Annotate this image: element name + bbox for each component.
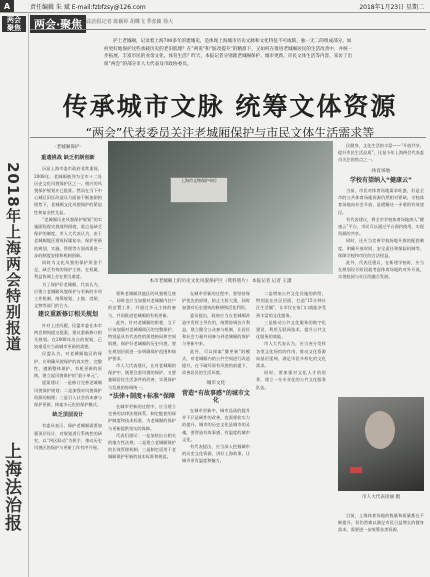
col1-para: 民盟认为，对老城厢地区的保护，应明确风貌保护的真实性、完整性，遵循整体保护、有机更新的原则，建立起风貌保护的“最小单元”。 — [34, 351, 102, 379]
photo-deputy — [338, 397, 424, 491]
column-2 — [108, 290, 176, 461]
section-logo — [2, 16, 26, 32]
intro-paragraph: 护上老城厢，记录着上海700多年的建城史，是体现上海城市历史文脉和文化特征不可或缺、独一无二的组成部分。如何更好地保护这些承载历史的老旧肌理？在“两说”和“脏改提升”的精准下，又如何在推进老城厢居民的生活改善中，并统一步拓展，丰富市民的业余文化、体育生活？昨天，本报记者分别就老城厢保护、城市更新、市民文体生活等内容，采访了出席“两会”的部分市人大代表及市政协委员。 — [104, 39, 353, 67]
col5-heading: 学校有望纳入“健康云” — [350, 176, 412, 184]
col3-label: ·城市文化· — [205, 381, 227, 387]
col3-para: 委员提出，政府应当在老城厢改造中发挥主导作用，统筹协调各方利益，建立健全公众参与机制，让居民和社会力量共同参与到老城厢的保护与更新中来。 — [182, 312, 250, 347]
col3-heading: 营造“有故事感”的城市文化 — [182, 389, 250, 404]
headline: 传承城市文脉 统筹文体资源 — [62, 92, 398, 121]
photo-old-city-caption: 本市老城厢上的历史文化风貌保护区（资料照片） 本报记者 记者 王潇 — [149, 279, 292, 284]
col3-para: 此外，可以探索“微更新”的模式，对老城厢内的公共空间进行改造提升，在不破坏原有风貌的前提下，改善居民的生活环境。 — [182, 348, 250, 376]
editors-line: 责任编辑 朱 斌 E-mail:fzbfzsy@126.com — [30, 3, 146, 11]
issue-date: 2018年1月23日 星期二 — [359, 3, 424, 11]
top-bar — [0, 0, 430, 13]
col5-para: 目前，上海体育场地的数量和质量都在不断提升，但仍然难以满足市民日益增长的健身需求，需要进一步统筹各类资源。 — [338, 513, 424, 533]
col1-para: 同时为文化风貌的保护资金不足，缺乏有效的保护主体，在权属、利益协调上存在相当难度。 — [34, 260, 102, 280]
col5-label: ·体育场地· — [370, 168, 392, 174]
col5-para: 民健身，文化生活的丰富——“开放共享，提升市民生活品质”，这是今年上海两会代表委员关注的焦点之一。 — [338, 143, 424, 163]
section-logo-top: 两会 — [7, 16, 21, 24]
col2-para: 市人大代表建议，在对老城厢的保护中，既要注重风貌的保护，又要兼顾居民生活条件的改善，实现保护与发展的协调统一。 — [108, 363, 176, 390]
column-5-bottom — [338, 512, 424, 534]
column-4 — [256, 290, 326, 391]
heritage-sign: 上海市文物保护单位 — [170, 177, 228, 203]
col3-para: 在城市更新中，城市品质的提升并不只是硬件的改善，也需要软实力的提升。城市的历史文化是城市的灵魂，要营造有故事感、有温度的城市文化。 — [182, 408, 250, 442]
col4-para: 三是推动公共文化服务的数字化建设，利用互联网技术，提升公共文化服务的效能。 — [256, 319, 326, 340]
left-spine — [0, 12, 29, 577]
section-logo-bottom: 聚焦 — [7, 24, 21, 32]
col2-para: 代表们建议：一是加快出台相关的地方性法规；二是建立老城厢保护的长效管理机制；三是制定适用于老城厢保护更新的技术标准和规范。 — [108, 432, 176, 460]
subheadline: “两会”代表委员关注老城厢保护与市民文体生活需求等 — [85, 126, 375, 140]
col1-para: 为了保护好老城厢，代表认为，应建立老城厢风貌保护与更新的专项工作机制，统筹规划、土地、房屋、文物等部门的合力。 — [34, 281, 102, 309]
col2-para: 须和老城厢其他区的风貌相互统一，同时也应当加强对老城厢内住户的安置工作，并通过多元主体的参与，共同推进老城厢的有机更新。 — [108, 291, 176, 318]
deputy-badge — [350, 467, 362, 473]
special-report-title: 2018年上海两会特别报道 — [4, 162, 22, 352]
col1-heading: 重遗挑战 缺乏机制创新 — [41, 155, 95, 162]
col3-para: 在城市更新的过程中，要坚持保护优先的原则，防止大拆大建，同时加强对历史建筑的修缮和活化利用。 — [182, 291, 250, 311]
page-marker: A — [0, 0, 14, 12]
col4-para: 市人大代表认为，应当充分发挥各类文化场馆的作用，推动文化资源向基层延伸，满足市民多样化的文化需求。 — [256, 341, 326, 369]
col1-para: 历届上海市委市政府非常重视，2008年，老城厢被列为全市十二处历史文化风貌保护区之一。相应的风貌保护规划亦已批准。然而在当下中心城区旧区改造压力面前不断加剧的情势下，老城厢文化风貌保护的紧迫性和复杂性尤显。 — [34, 166, 102, 215]
col1-para: 有委员表示，保护老城厢需要加强顶层设计，对规划进行系统性的研究，以“四区联动”为抓手，推动历史风貌区的保护与更新工作有序开展。 — [34, 423, 102, 450]
col3-para: 有代表提出，应当深入挖掘城市的历史文化资源，讲好上海故事，让城市更有温度和魅力。 — [182, 444, 250, 464]
col1-para: 针对上述问题，民盟市委在本市两会期间提交提案，建议重新修订相关规划。在2008年出台的规划，已较难适应当前城市更新的需要。 — [34, 322, 102, 350]
col5-para: 此外，代表还建议，在新建学校时，应当在规划设计阶段就考虑体育场地的对外开放，实现校园与社区的融合发展。 — [338, 260, 424, 280]
col1-heading-3: 缺乏顶层设计 — [52, 412, 84, 419]
photo-deputy-caption: 市人大代表徐丽 摄 — [361, 495, 401, 500]
divider-top — [30, 29, 426, 30]
col1-para: 提案建议：一是修订完善老城厢风貌保护规划；二是加强对风貌保护资源的梳理；三是引入社会资本参与保护更新，探索多元化的保护模式。 — [34, 380, 102, 407]
col2-para: 此外，针对老城厢的街巷，当下应该加强对老城厢街区的完整保护，特别是具有代表性的街巷格局和空间肌理，保护好老城厢的历史风貌，要在规划层面进一步明确保护范围和保护要求。 — [108, 319, 176, 361]
col5-para: 有代表建议，将全市学校体育场地纳入“健康云”平台，市民可以通过平台预约使用，实现资源的共享。 — [338, 216, 424, 237]
col1-label: ·老城厢保护· — [55, 145, 81, 150]
col1-para: “老城厢历史风貌保护规划”的实施面临现实挑战和困境，重点是缺乏保护的制度，市人大代表认为，由于老城厢地区建筑权属复杂，保护更新的规划、实施、管理等方面尚需进一步的制度安排和机制创新。 — [34, 216, 102, 258]
col4-para: 二是增加公共文化设施的供给，特别是在社区层面，打造“15分钟社区生活圈”，让市民在家门口就能享受到丰富的文化服务。 — [256, 291, 326, 318]
deputy-portrait — [365, 411, 395, 449]
divider-headline — [30, 137, 426, 138]
col5-para: 同时，还应当完善学校场地开放的配套制度，明确开放时间、安全责任和保险机制等，保障学校和市民的合法权益。 — [338, 238, 424, 258]
column-3 — [182, 290, 250, 465]
col2-heading: “法律+制度+标准”保障 — [109, 392, 175, 400]
col5-para: 当前，市民对体育场地需求旺盛，但是全市的公共体育场地资源仍然相对紧缺，学校体育场地向社会开放，是缓解这一矛盾的有效途径。 — [338, 188, 424, 215]
newspaper-brand: 上海法治报 — [1, 442, 21, 532]
photo-old-city — [108, 141, 333, 284]
col4-para: 同时，要加强对文化人才的培养，建立一支专业化的公共文化服务队伍。 — [256, 370, 326, 390]
col1-heading-2: 建议重新修订相关规划 — [37, 311, 98, 319]
column-5 — [338, 142, 424, 281]
byline: □法治报记者 陈颖婷 胡蝶飞 季张颖 徐大 — [82, 19, 174, 25]
section-tag: 两会·聚焦 — [30, 15, 86, 33]
col2-para: 在城市更新的过程中，应当建立完善的法律法规体系，制定配套的保护制度和技术标准，为老城厢的保护与更新提供坚实的保障。 — [108, 404, 176, 431]
column-1 — [34, 140, 102, 451]
